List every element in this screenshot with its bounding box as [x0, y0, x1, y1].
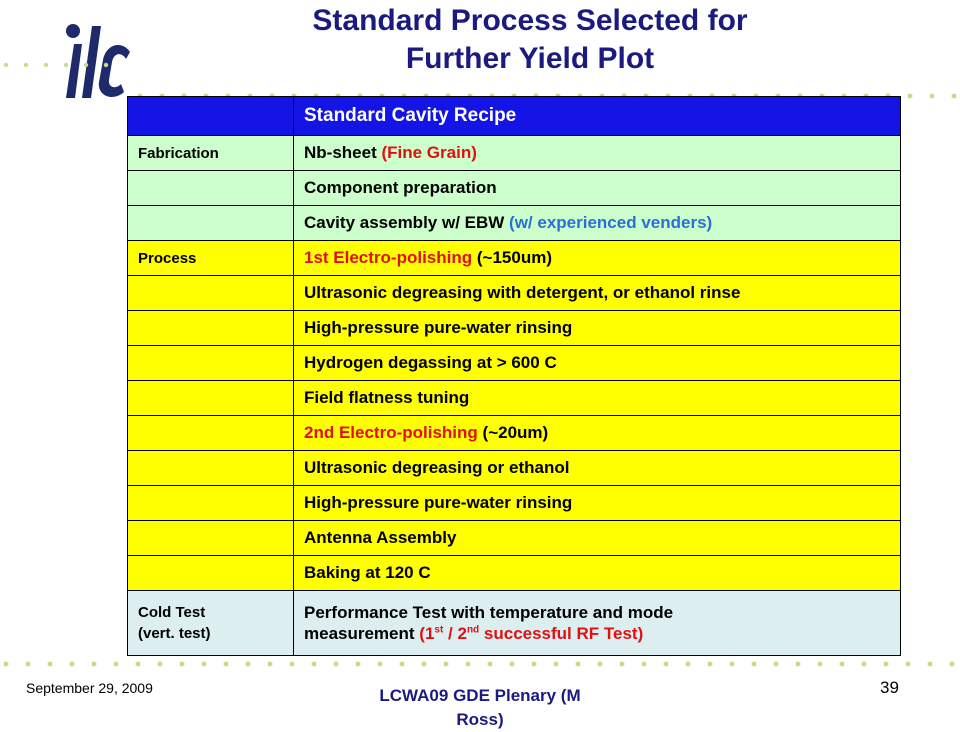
step-field-flatness-tuning: Field flatness tuning [294, 381, 901, 416]
empty-label-cell [128, 206, 294, 241]
empty-label-cell [128, 486, 294, 521]
footer-event-line-2: Ross) [456, 710, 504, 729]
cavity-recipe-table [127, 96, 901, 656]
cold-test-label [128, 591, 294, 656]
footer-event [330, 684, 630, 732]
table-row [128, 521, 901, 556]
title-line-2: Further Yield Plot [405, 42, 655, 75]
note-part: (1 [419, 624, 435, 643]
header-empty-cell [128, 97, 294, 136]
step-note: (Fine Grain) [381, 143, 477, 162]
step-antenna-assembly: Antenna Assembly [294, 521, 901, 556]
table-row [128, 451, 901, 486]
slide-title [200, 2, 860, 78]
table-header: Standard Cavity Recipe [294, 97, 901, 136]
note-superscript: nd [466, 624, 480, 636]
step-text-line-1: Performance Test with temperature and mode [304, 603, 674, 622]
step-hpr-rinsing-2: High-pressure pure-water rinsing [294, 486, 901, 521]
footer-date: September 29, 2009 [26, 680, 153, 696]
cold-test-label-line-1: Cold Test [138, 604, 206, 621]
empty-label-cell [128, 416, 294, 451]
step-highlight: 2nd Electro-polishing [304, 423, 478, 442]
step-nb-sheet [294, 136, 901, 171]
step-cavity-assembly [294, 206, 901, 241]
empty-label-cell [128, 171, 294, 206]
step-text: (~150um) [476, 248, 552, 267]
table-row [128, 241, 901, 276]
note-superscript: st [434, 624, 444, 636]
lower-dot-line [0, 659, 960, 669]
fabrication-label: Fabrication [128, 136, 294, 171]
empty-label-cell [128, 346, 294, 381]
table-row [128, 206, 901, 241]
page-number: 39 [880, 678, 899, 697]
step-text: Cavity assembly w/ EBW [304, 213, 505, 232]
empty-label-cell [128, 381, 294, 416]
step-ultrasonic-degreasing-detergent: Ultrasonic degreasing with detergent, or ethanol rinse [294, 276, 901, 311]
table-row [128, 381, 901, 416]
step-highlight: 1st Electro-polishing [304, 248, 473, 267]
empty-label-cell [128, 311, 294, 346]
step-text: Nb-sheet [304, 143, 377, 162]
cold-test-label-line-2: (vert. test) [138, 625, 211, 642]
step-first-electropolishing [294, 241, 901, 276]
title-line-1: Standard Process Selected for [312, 4, 748, 37]
table-row [128, 171, 901, 206]
table-row [128, 556, 901, 591]
step-baking: Baking at 120 C [294, 556, 901, 591]
table-row [128, 416, 901, 451]
step-hydrogen-degassing: Hydrogen degassing at > 600 C [294, 346, 901, 381]
step-note: (w/ experienced venders) [509, 213, 713, 232]
empty-label-cell [128, 556, 294, 591]
step-performance-test [294, 591, 901, 656]
note-part: / 2 [443, 624, 467, 643]
process-label: Process [128, 241, 294, 276]
table-row [128, 591, 901, 656]
table-row [128, 276, 901, 311]
step-component-preparation: Component preparation [294, 171, 901, 206]
table-row [128, 346, 901, 381]
empty-label-cell [128, 521, 294, 556]
step-text: (~20um) [482, 423, 549, 442]
table-row [128, 311, 901, 346]
note-part: successful RF Test) [479, 624, 644, 643]
step-ultrasonic-degreasing-ethanol: Ultrasonic degreasing or ethanol [294, 451, 901, 486]
table-header-row [128, 97, 901, 136]
step-hpr-rinsing: High-pressure pure-water rinsing [294, 311, 901, 346]
step-second-electropolishing [294, 416, 901, 451]
empty-label-cell [128, 276, 294, 311]
step-text-line-2: measurement [304, 624, 415, 643]
empty-label-cell [128, 451, 294, 486]
footer-event-line-1: LCWA09 GDE Plenary (M [379, 686, 581, 705]
table-row [128, 486, 901, 521]
step-note [419, 624, 643, 643]
table-row [128, 136, 901, 171]
